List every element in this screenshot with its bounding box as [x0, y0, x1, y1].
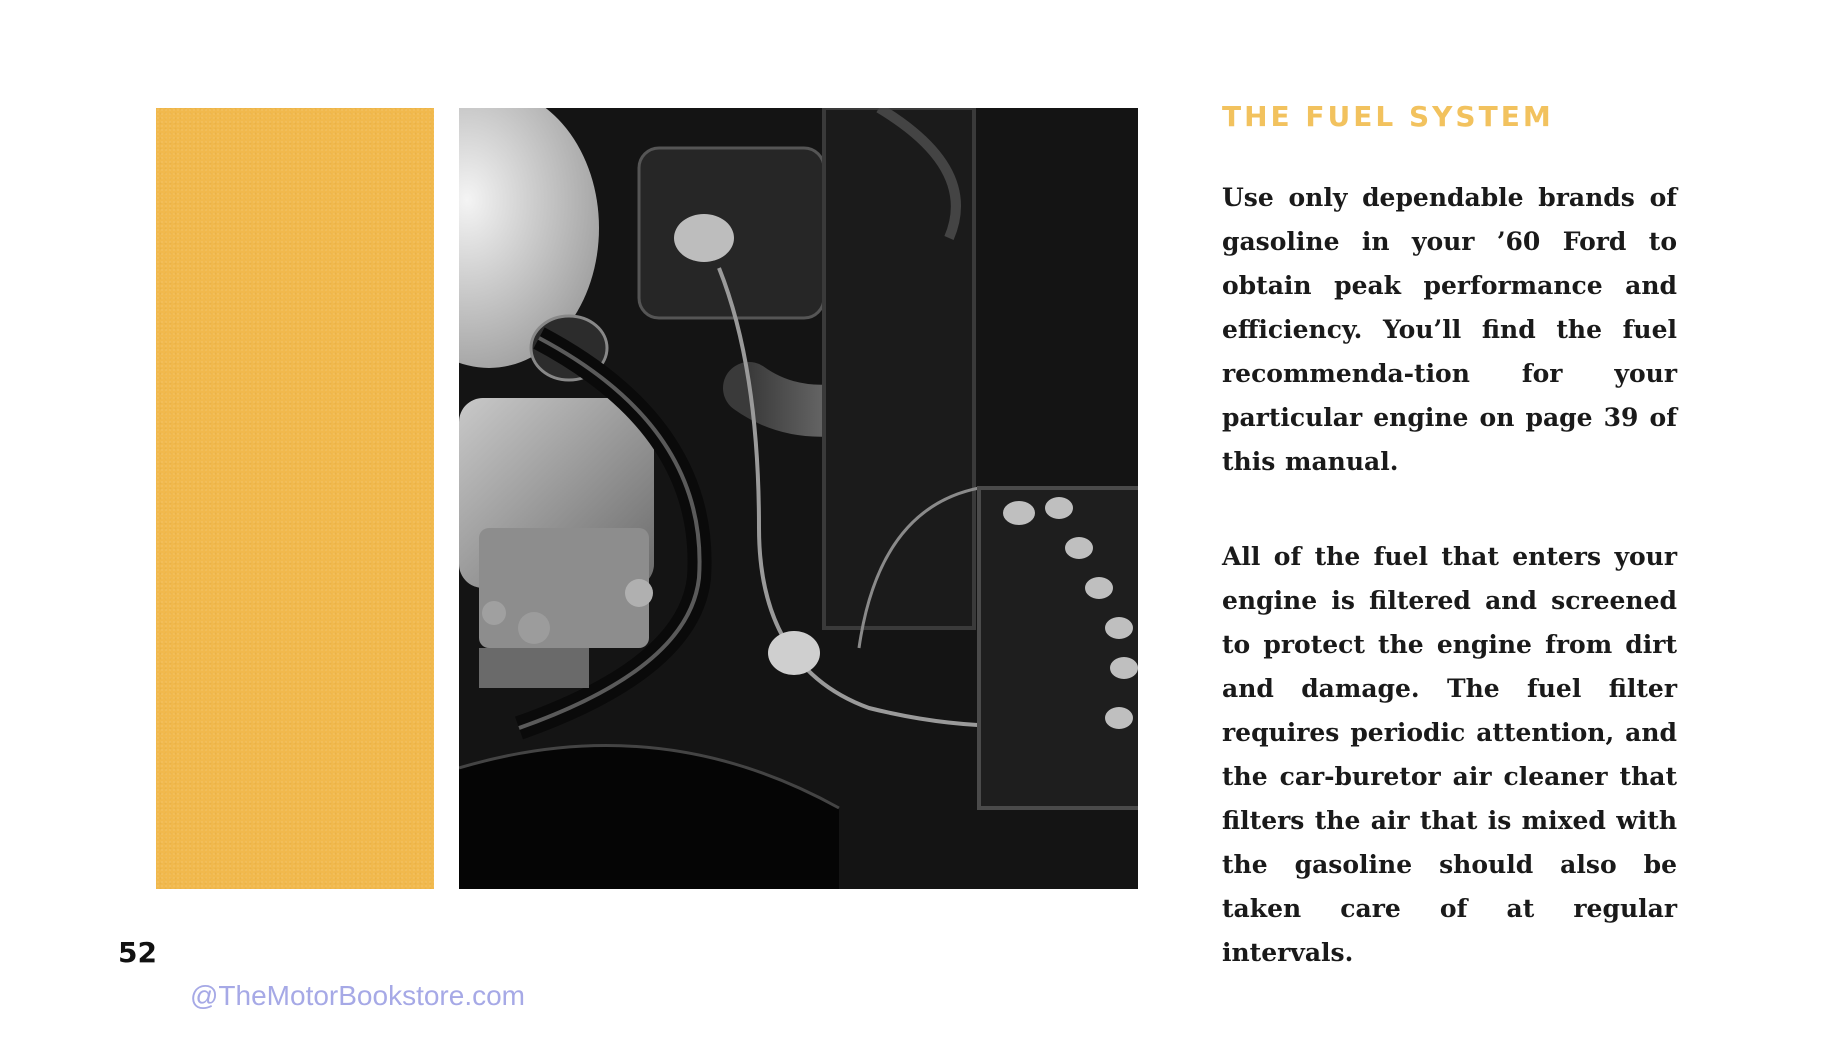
- paragraph-fuel-filter: All of the fuel that enters your engine is filtered and screened to protect the engine from dirt and damage. The fuel filter requires periodic attention, and the car-buretor air cleaner that filters the air that is mixed with the gasoline should also be taken care of at regular intervals.: [1222, 541, 1677, 967]
- page-number: 52: [118, 936, 157, 969]
- text-column: [1222, 100, 1677, 975]
- watermark: @TheMotorBookstore.com: [190, 980, 525, 1011]
- engine-compartment-photo: [459, 108, 1138, 889]
- accent-color-panel: [156, 108, 434, 889]
- engine-photo-illustration: [459, 108, 1138, 889]
- paragraph-fuel-brands: Use only dependable brands of gasoline in your ’60 Ford to obtain peak performance and efficiency. You’ll find the fuel recommenda-tion for your particular engine on page 39 of this manual.: [1222, 182, 1677, 476]
- section-title: THE FUEL SYSTEM: [1222, 100, 1554, 133]
